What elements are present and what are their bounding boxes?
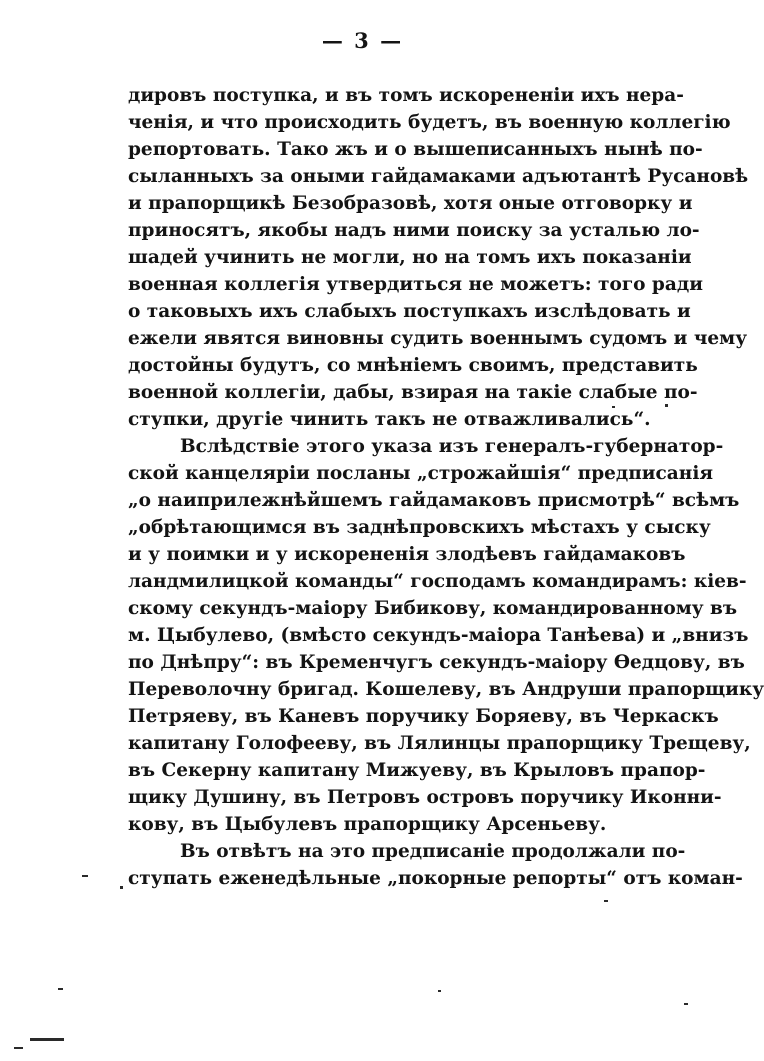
text-line: и прапорщикѣ Безобразовѣ, хотя оные отговорку и [128,193,693,214]
text-line: репортовать. Тако жъ и о вышеписанныхъ нынѣ по- [128,139,703,160]
text-line: „обрѣтающимся въ заднѣпровскихъ мѣстахъ у сыску [128,517,711,538]
body-text [128,82,764,892]
text-line: Переволочну бригад. Кошелеву, въ Андруши прапорщику [128,679,764,700]
text-line: скому секундъ-маіору Бибикову, командированному въ [128,598,738,619]
paragraph-start-line: Вслѣдствіе этого указа изъ генералъ-губернатор- [180,436,724,457]
text-line: по Днѣпру“: въ Кременчугъ секундъ-маіору Өедцову, въ [128,652,745,673]
scan-speck [604,900,608,902]
text-line: сыланныхъ за оными гайдамаками адъютантѣ Русановѣ [128,166,749,187]
scan-speck [30,1038,64,1041]
paragraph-end-line: кову, въ Цыбулевъ прапорщику Арсеньеву. [128,814,607,835]
text-line: ежели явятся виновны судить военнымъ судомъ и чему [128,328,748,349]
scan-speck [684,1003,688,1005]
text-line: шадей учинить не могли, но на томъ ихъ показаніи [128,247,692,268]
page-number-header: — 3 — [321,28,404,53]
text-line: м. Цыбулево, (вмѣсто секундъ-маіора Танѣева) и „внизъ [128,625,749,646]
text-line: о таковыхъ ихъ слабыхъ поступкахъ изслѣдовать и [128,301,691,322]
scan-speck [14,1047,23,1049]
scan-speck [665,404,668,407]
text-line: въ Секерну капитану Мижуеву, въ Крыловъ прапор- [128,760,706,781]
text-line: Петряеву, въ Каневъ поручику Боряеву, въ Черкаскъ [128,706,719,727]
text-line: и у поимки и у искорененія злодѣевъ гайдамаковъ [128,544,686,565]
text-line: военная коллегія утвердиться не можетъ: того ради [128,274,703,295]
text-line: ступать еженедѣльные „покорные репорты“ отъ коман- [128,868,743,889]
scan-speck [58,988,63,990]
paragraph-start-line: Въ отвѣтъ на это предписаніе продолжали по- [180,841,686,862]
text-line: ченія, и что происходить будетъ, въ военную коллегію [128,112,731,133]
scan-speck [82,875,88,877]
text-line: капитану Голофееву, въ Лялинцы прапорщику Трещеву, [128,733,751,754]
text-line: дировъ поступка, и въ томъ искорененіи ихъ нера- [128,85,684,106]
scan-speck [120,886,123,889]
scan-speck [438,990,441,992]
text-line: ландмилицкой команды“ господамъ командирамъ: кіев- [128,571,747,592]
text-line: военной коллегіи, дабы, взирая на такіе слабые по- [128,382,698,403]
text-line: „о наиприлежнѣйшемъ гайдамаковъ присмотрѣ“ всѣмъ [128,490,740,511]
scan-speck [612,406,615,408]
text-line: щику Душину, въ Петровъ островъ поручику Иконни- [128,787,722,808]
text-line: ской канцеляріи посланы „строжайшія“ предписанія [128,463,714,484]
text-line: достойны будутъ, со мнѣніемъ своимъ, представить [128,355,698,376]
paragraph-end-line: ступки, другіе чинить такъ не отважливались“. [128,409,651,430]
text-line: приносятъ, якобы надъ ними поиску за усталью ло- [128,220,700,241]
